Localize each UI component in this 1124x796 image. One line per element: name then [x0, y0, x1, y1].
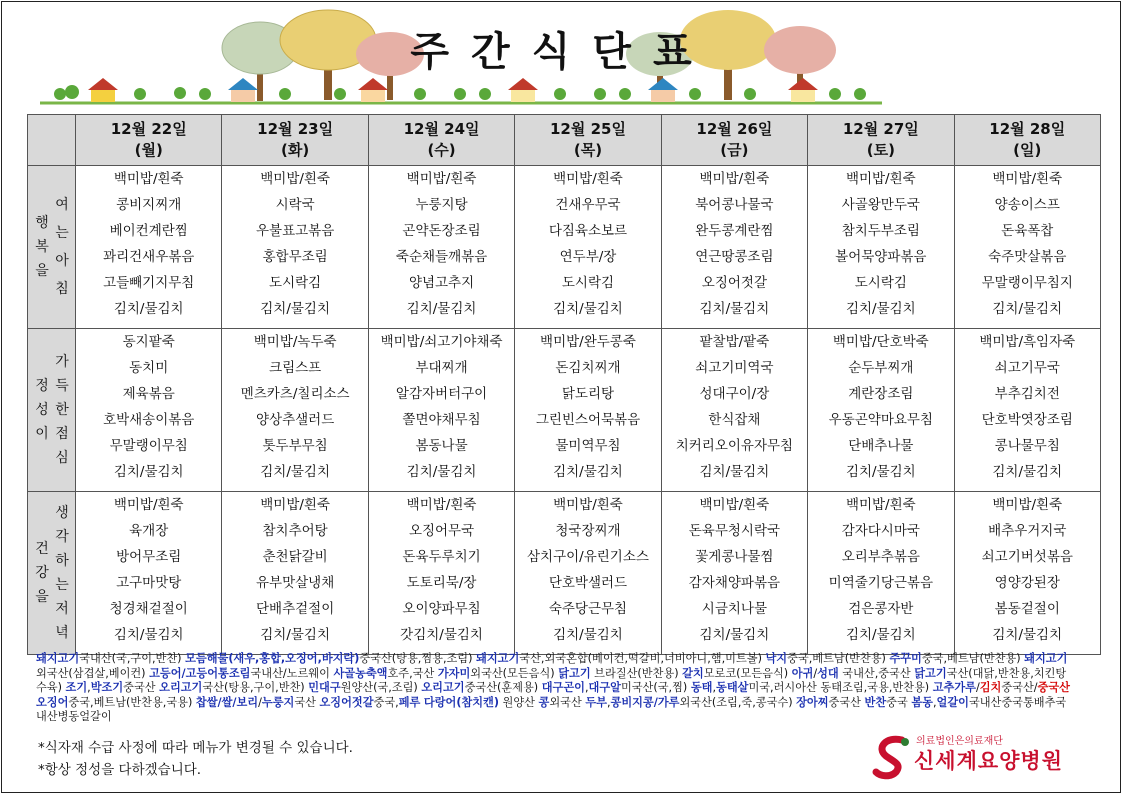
menu-item: 김치/물김치 — [260, 301, 331, 317]
meal-row — [28, 329, 1101, 492]
day-date: 12월 23일 — [257, 120, 334, 138]
day-of-week: (월) — [134, 141, 163, 159]
origin-segment: 대구알 — [588, 681, 621, 694]
menu-cell — [368, 166, 514, 329]
menu-item: 백미밥/흰죽 — [553, 171, 623, 187]
day-of-week: (목) — [573, 141, 603, 159]
menu-item: 꽃게콩나물찜 — [695, 549, 774, 565]
logo-name: 신세계요양병원 — [914, 749, 1064, 773]
origin-segment: 찹쌀/쌀/보리 — [195, 695, 259, 709]
origin-segment: 국내산,중국산 — [838, 666, 915, 680]
menu-item: 꽈리건새우볶음 — [103, 249, 195, 265]
meal-row — [28, 492, 1101, 655]
menu-item: 알감자버터구이 — [395, 386, 488, 402]
origin-segment: 모듬해물(새우,홍합,오징어,바지락) — [185, 652, 360, 665]
origin-segment: 누룽지 — [261, 695, 295, 709]
menu-item: 김치/물김치 — [699, 301, 770, 317]
menu-item: 봄동겉절이 — [994, 601, 1060, 617]
menu-cell — [808, 329, 954, 492]
origin-segment: 김치 — [979, 681, 1002, 694]
origin-segment: 페루 — [398, 695, 421, 709]
origin-segment: , — [606, 695, 611, 709]
menu-item: 청경채겉절이 — [109, 601, 188, 617]
menu-item: 백미밥/흰죽 — [699, 497, 770, 513]
menu-item: 백미밥/흰죽 — [553, 497, 623, 513]
menu-item: 우동곤약마요무침 — [828, 412, 933, 428]
menu-item: 볼어묵양파볶음 — [835, 249, 927, 265]
meal-row — [28, 166, 1101, 329]
origin-segment: 중국산 — [828, 695, 865, 709]
menu-cell — [954, 329, 1100, 492]
menu-item: 도토리묵/장 — [406, 575, 477, 591]
origin-segment: 중국, — [373, 695, 399, 709]
origin-segment: , — [584, 681, 589, 694]
menu-item: 부추김치전 — [994, 386, 1060, 402]
origin-segment: 외국산(모든음식) — [470, 666, 559, 680]
origin-segment: 갈치 — [682, 666, 704, 680]
menu-cell — [515, 329, 661, 492]
day-header — [808, 115, 954, 166]
notice-text: *항상 정성을 다하겠습니다. — [38, 762, 202, 778]
meal-label-main: 정 성 이 — [35, 378, 49, 442]
menu-item: 계란장조림 — [848, 386, 914, 402]
menu-item: 백미밥/흰죽 — [992, 171, 1063, 187]
menu-cell — [222, 166, 368, 329]
menu-item: 쇠고기버섯볶음 — [981, 549, 1073, 565]
menu-item: 김치/물김치 — [699, 464, 770, 480]
menu-item: 백미밥/흰죽 — [845, 497, 916, 513]
origin-segment: 돼지고기 — [476, 652, 520, 665]
origin-segment: 중국산 — [1037, 681, 1070, 694]
menu-item: 김치/물김치 — [113, 301, 184, 317]
origin-segment: 원양산 — [498, 695, 539, 709]
origin-segment: 반찬 — [864, 695, 887, 709]
menu-item: 고들빼기지무침 — [103, 275, 195, 291]
day-date: 12월 22일 — [110, 120, 187, 138]
day-header — [368, 115, 514, 166]
menu-item: 감자채양파볶음 — [688, 575, 781, 591]
origin-segment: 사골농축액 — [333, 666, 388, 680]
menu-item: 김치/물김치 — [406, 464, 477, 480]
menu-item: 죽순채들깨볶음 — [395, 249, 488, 265]
origin-segment: 주꾸미 — [889, 652, 922, 665]
menu-cell — [222, 329, 368, 492]
menu-item: 곤약돈장조림 — [402, 223, 481, 239]
origin-segment: 중국,베트남(반찬용) — [921, 652, 1025, 665]
day-of-week: (수) — [427, 141, 456, 159]
origin-segment: 봄동 — [911, 695, 933, 709]
menu-item: 참치두부조림 — [841, 223, 920, 239]
menu-item: 멘츠카츠/칠리소스 — [240, 386, 350, 402]
menu-cell — [954, 166, 1100, 329]
menu-cell — [368, 492, 514, 655]
origin-segment: 고등어/고등어통조림 — [149, 666, 251, 680]
menu-item: 김치/물김치 — [553, 627, 623, 643]
menu-item: 북어콩나물국 — [695, 197, 774, 213]
meal-label-main: 건 강 을 — [35, 541, 49, 605]
menu-item: 쇠고기미역국 — [695, 360, 774, 376]
origin-info — [36, 652, 1076, 725]
origin-segment: 브라질산(반찬용) — [590, 666, 683, 680]
menu-item: 삼치구이/유린기소스 — [527, 549, 649, 565]
menu-item: 양송이스프 — [994, 197, 1060, 213]
day-of-week: (화) — [281, 141, 310, 159]
menu-item: 참치추어탕 — [262, 523, 328, 539]
origin-segment: 외국산 — [549, 695, 586, 709]
menu-item: 검은콩자반 — [848, 601, 914, 617]
menu-item: 단호박샐러드 — [548, 575, 628, 591]
menu-cell — [808, 492, 954, 655]
day-date: 12월 24일 — [403, 120, 480, 138]
meal-label — [28, 492, 76, 655]
day-header — [661, 115, 807, 166]
menu-item: 도시락김 — [269, 275, 322, 291]
logo-mark-icon — [872, 734, 912, 780]
origin-segment: 낙지 — [765, 652, 788, 665]
origin-segment: 돼지고기 — [36, 652, 80, 665]
origin-segment: 국내산(국,구이,반찬) — [79, 652, 186, 665]
menu-item: 김치/물김치 — [260, 627, 331, 643]
menu-item: 그린빈스어묵볶음 — [535, 412, 641, 428]
origin-segment: 성대 — [817, 666, 839, 680]
origin-segment: 돼지고기 — [1024, 652, 1068, 665]
origin-segment: 오리고기 — [159, 681, 203, 694]
origin-segment: , — [932, 695, 937, 709]
meal-label-side: 여 는 아 침 — [55, 197, 69, 297]
menu-item: 연근땅콩조림 — [695, 249, 774, 265]
menu-item: 건새우무국 — [555, 197, 621, 213]
origin-segment: , — [712, 681, 717, 694]
menu-cell — [661, 492, 807, 655]
menu-cell — [954, 492, 1100, 655]
origin-segment: 고추가루 — [932, 681, 976, 694]
origin-segment: 모로코(모든음식) — [703, 666, 792, 680]
menu-item: 고구마맛탕 — [116, 575, 182, 591]
menu-cell — [76, 166, 222, 329]
day-date: 12월 27일 — [842, 120, 919, 138]
origin-segment: 오징어 — [36, 695, 69, 709]
menu-item: 양상추샐러드 — [256, 412, 335, 428]
menu-item: 청국장찌개 — [555, 523, 621, 539]
menu-item: 우불표고볶음 — [256, 223, 335, 239]
day-of-week: (금) — [720, 141, 749, 159]
menu-item: 영양강된장 — [994, 575, 1060, 591]
meal-label-side: 생 각 하 는 저 녁 — [55, 505, 69, 641]
origin-segment: 닭고기 — [558, 666, 591, 680]
menu-item: 홍합무조림 — [262, 249, 328, 265]
menu-item: 콩나물무침 — [994, 438, 1060, 454]
menu-item: 양념고추지 — [408, 275, 475, 291]
menu-item: 백미밥/쇠고기야채죽 — [380, 334, 503, 350]
origin-segment: 원양산(국,조림) — [340, 681, 422, 694]
origin-segment: 국산,외국혼합(베이컨,떡갈비,너비아니,햄,미트볼) — [519, 652, 766, 665]
meal-label — [28, 166, 76, 329]
house-icon — [788, 78, 818, 102]
origin-segment: 외국산(삼겹살,베이컨) — [36, 666, 150, 680]
origin-segment: 박조기 — [90, 681, 124, 694]
menu-cell — [76, 492, 222, 655]
origin-segment: 콩비지콩/가루 — [610, 695, 680, 709]
menu-item: 백미밥/흰죽 — [260, 497, 331, 513]
origin-segment: / — [975, 681, 980, 694]
menu-item: 무말랭이무침지 — [981, 275, 1073, 291]
menu-item: 백미밥/흰죽 — [113, 171, 184, 187]
house-icon — [88, 78, 118, 102]
menu-cell — [515, 166, 661, 329]
menu-item: 김치/물김치 — [845, 301, 916, 317]
header-row — [28, 115, 1101, 166]
menu-item: 김치/물김치 — [699, 627, 770, 643]
origin-segment: 콩 — [538, 695, 550, 709]
origin-segment: 오리고기 — [421, 681, 465, 694]
menu-item: 쫄면야채무침 — [402, 412, 481, 428]
menu-item: 감자다시마국 — [841, 523, 920, 539]
menu-item: 치커리오이유자무침 — [675, 438, 794, 454]
menu-item: 김치/물김치 — [992, 301, 1063, 317]
menu-cell — [661, 166, 807, 329]
menu-item: 백미밥/흰죽 — [406, 497, 477, 513]
menu-item: 베이컨계란찜 — [109, 223, 188, 239]
day-date: 12월 25일 — [550, 120, 626, 138]
menu-item: 한식잡채 — [708, 412, 761, 428]
origin-segment: 민대구 — [308, 681, 341, 694]
menu-item: 김치/물김치 — [992, 464, 1063, 480]
origin-segment: 동태살 — [716, 681, 749, 694]
menu-item: 쇠고기무국 — [994, 360, 1060, 376]
menu-item: 백미밥/녹두죽 — [253, 334, 337, 350]
origin-segment: 국내산/노르웨이 — [250, 666, 334, 680]
menu-item: 성대구이/장 — [699, 386, 770, 402]
origin-segment: 호주,국산 — [387, 666, 438, 680]
menu-cell — [368, 329, 514, 492]
origin-segment: 두부 — [585, 695, 607, 709]
menu-item: 춘천닭갈비 — [262, 549, 328, 565]
origin-segment: 중국,베트남(반찬용) — [787, 652, 890, 665]
menu-item: 팥찰밥/팥죽 — [699, 334, 770, 350]
day-header — [515, 115, 661, 166]
origin-segment: 닭고기 — [914, 666, 947, 680]
menu-item: 숙주당근무침 — [548, 601, 628, 617]
day-of-week: (일) — [1013, 141, 1042, 159]
menu-item: 유부맛살냉채 — [256, 575, 335, 591]
menu-item: 누룽지탕 — [415, 197, 468, 213]
menu-item: 무말랭이무침 — [109, 438, 188, 454]
menu-item: 백미밥/흰죽 — [992, 497, 1063, 513]
menu-item: 백미밥/흰죽 — [845, 171, 916, 187]
origin-segment: 조기 — [65, 681, 88, 694]
day-of-week: (토) — [866, 141, 895, 159]
origin-segment: 동태 — [690, 681, 713, 694]
origin-segment: 미국,러시아산 동태조림,국용,반찬용) — [748, 681, 933, 694]
origin-segment: 가자미 — [437, 666, 471, 680]
menu-item: 단호박엿장조림 — [981, 412, 1073, 428]
menu-item: 시금치나물 — [701, 601, 767, 617]
menu-item: 백미밥/완두콩죽 — [540, 334, 636, 350]
menu-item: 부대찌개 — [415, 360, 468, 376]
menu-item: 단배추겉절이 — [256, 601, 335, 617]
bush-icon — [54, 85, 866, 100]
house-icon — [648, 78, 678, 102]
menu-item: 돈육두루치기 — [402, 549, 481, 565]
day-date: 12월 26일 — [696, 120, 773, 138]
origin-segment: 중국 — [886, 695, 912, 709]
weekly-menu-table — [27, 114, 1101, 655]
menu-item: 호박새송이볶음 — [103, 412, 195, 428]
menu-item: 시락국 — [275, 197, 315, 213]
menu-item: 제육볶음 — [122, 386, 175, 402]
origin-segment: 중국산(훈제용) — [464, 681, 542, 694]
origin-segment: / — [813, 666, 818, 680]
menu-cell — [661, 329, 807, 492]
menu-cell — [515, 492, 661, 655]
meal-label-main: 행 복 을 — [35, 215, 49, 279]
menu-item: 백미밥/흰죽 — [406, 171, 477, 187]
hospital-logo — [872, 732, 1072, 782]
origin-segment: 아귀 — [791, 666, 814, 680]
menu-item: 김치/물김치 — [406, 301, 477, 317]
origin-segment: 장아찌 — [796, 695, 829, 709]
origin-segment: 얼갈이 — [936, 695, 969, 709]
menu-item: 백미밥/단호박죽 — [832, 334, 929, 350]
day-date: 12월 28일 — [989, 120, 1066, 138]
menu-item: 백미밥/흰죽 — [260, 171, 331, 187]
menu-item: 육개장 — [129, 523, 169, 539]
menu-item: 동지팥죽 — [122, 334, 175, 350]
menu-item: 물미역무침 — [555, 438, 621, 454]
menu-item: 김치/물김치 — [553, 464, 623, 480]
menu-item: 배추우거지국 — [988, 523, 1067, 539]
notice-text: *식자재 수급 사정에 따라 메뉴가 변경될 수 있습니다. — [38, 740, 353, 756]
meal-label — [28, 329, 76, 492]
origin-segment: , — [87, 681, 91, 694]
menu-item: 오징어무국 — [408, 523, 475, 539]
menu-item: 김치/물김치 — [260, 464, 331, 480]
menu-item: 오징어젓갈 — [701, 275, 767, 291]
menu-item: 도시락김 — [854, 275, 907, 291]
menu-item: 크림스프 — [269, 360, 322, 376]
page-title: 주간식단표 — [410, 29, 714, 75]
origin-segment: 외국산(조림,죽,콩국수) — [679, 695, 797, 709]
menu-item: 톳두부무침 — [262, 438, 328, 454]
menu-item: 돈육무청시락국 — [688, 523, 781, 539]
menu-item: 김치/물김치 — [113, 627, 184, 643]
menu-item: 백미밥/흰죽 — [699, 171, 770, 187]
menu-item: 봄동나물 — [415, 438, 468, 454]
origin-segment: 대구곤이 — [541, 681, 585, 694]
house-icon — [228, 78, 258, 102]
menu-item: 오리부추볶음 — [841, 549, 920, 565]
day-header — [76, 115, 222, 166]
menu-item: 동치미 — [129, 360, 169, 376]
menu-item: 김치/물김치 — [992, 627, 1063, 643]
menu-item: 숙주맛살볶음 — [988, 249, 1067, 265]
menu-item: 갓김치/물김치 — [400, 627, 483, 643]
menu-item: 사골왕만두국 — [841, 197, 920, 213]
menu-item: 김치/물김치 — [845, 464, 916, 480]
origin-segment: 국산(탕용,구이,반찬) — [202, 681, 309, 694]
origin-segment: 미국산(국,찜) — [620, 681, 691, 694]
origin-segment: / — [258, 695, 262, 709]
menu-cell — [808, 166, 954, 329]
origin-segment: 오징어젓갈 — [319, 695, 374, 709]
origin-segment: 국내산중국통배추국내산병동얼갈이 — [36, 695, 1067, 723]
menu-item: 미역줄기당근볶음 — [828, 575, 933, 591]
origin-segment: 중국,베트남(반찬용,국용) — [68, 695, 196, 709]
menu-item: 콩비지찌개 — [116, 197, 182, 213]
menu-item: 도시락김 — [561, 275, 615, 291]
header-corner — [28, 115, 76, 166]
origin-segment: 중국산 — [123, 681, 160, 694]
menu-item: 백미밥/흰죽 — [113, 497, 184, 513]
menu-item: 방어무조림 — [116, 549, 182, 565]
menu-item: 연두부/장 — [559, 249, 617, 265]
menu-item: 돈육폭찹 — [1001, 223, 1054, 239]
menu-item: 단배추나물 — [848, 438, 914, 454]
menu-item: 김치/물김치 — [845, 627, 916, 643]
origin-segment: 다랑어(참치캔) — [423, 695, 499, 709]
house-icon — [508, 78, 538, 102]
menu-item: 다짐육소보르 — [548, 223, 628, 239]
origin-segment: 국산(대닭,반찬용,치킨탕수육) — [36, 666, 1067, 694]
origin-segment: 국산 — [294, 695, 320, 709]
menu-item: 김치/물김치 — [553, 301, 623, 317]
logo-subtitle: 의료법인은의료재단 — [916, 736, 1003, 747]
day-header — [954, 115, 1100, 166]
menu-item: 김치/물김치 — [113, 464, 184, 480]
meal-label-side: 가 득 한 점 심 — [55, 354, 69, 466]
house-icon — [358, 78, 388, 102]
menu-cell — [76, 329, 222, 492]
menu-item: 완두콩계란찜 — [695, 223, 774, 239]
origin-segment: 중국산/ — [1001, 681, 1038, 694]
menu-item: 돈김치찌개 — [555, 360, 621, 376]
menu-item: 백미밥/흑임자죽 — [979, 334, 1076, 350]
menu-item: 오이양파무침 — [402, 601, 481, 617]
origin-segment: 중국산(탕용,찜용,조림) — [359, 652, 477, 665]
menu-item: 순두부찌개 — [848, 360, 914, 376]
day-header — [222, 115, 368, 166]
menu-item: 닭도리탕 — [561, 386, 615, 402]
menu-cell — [222, 492, 368, 655]
